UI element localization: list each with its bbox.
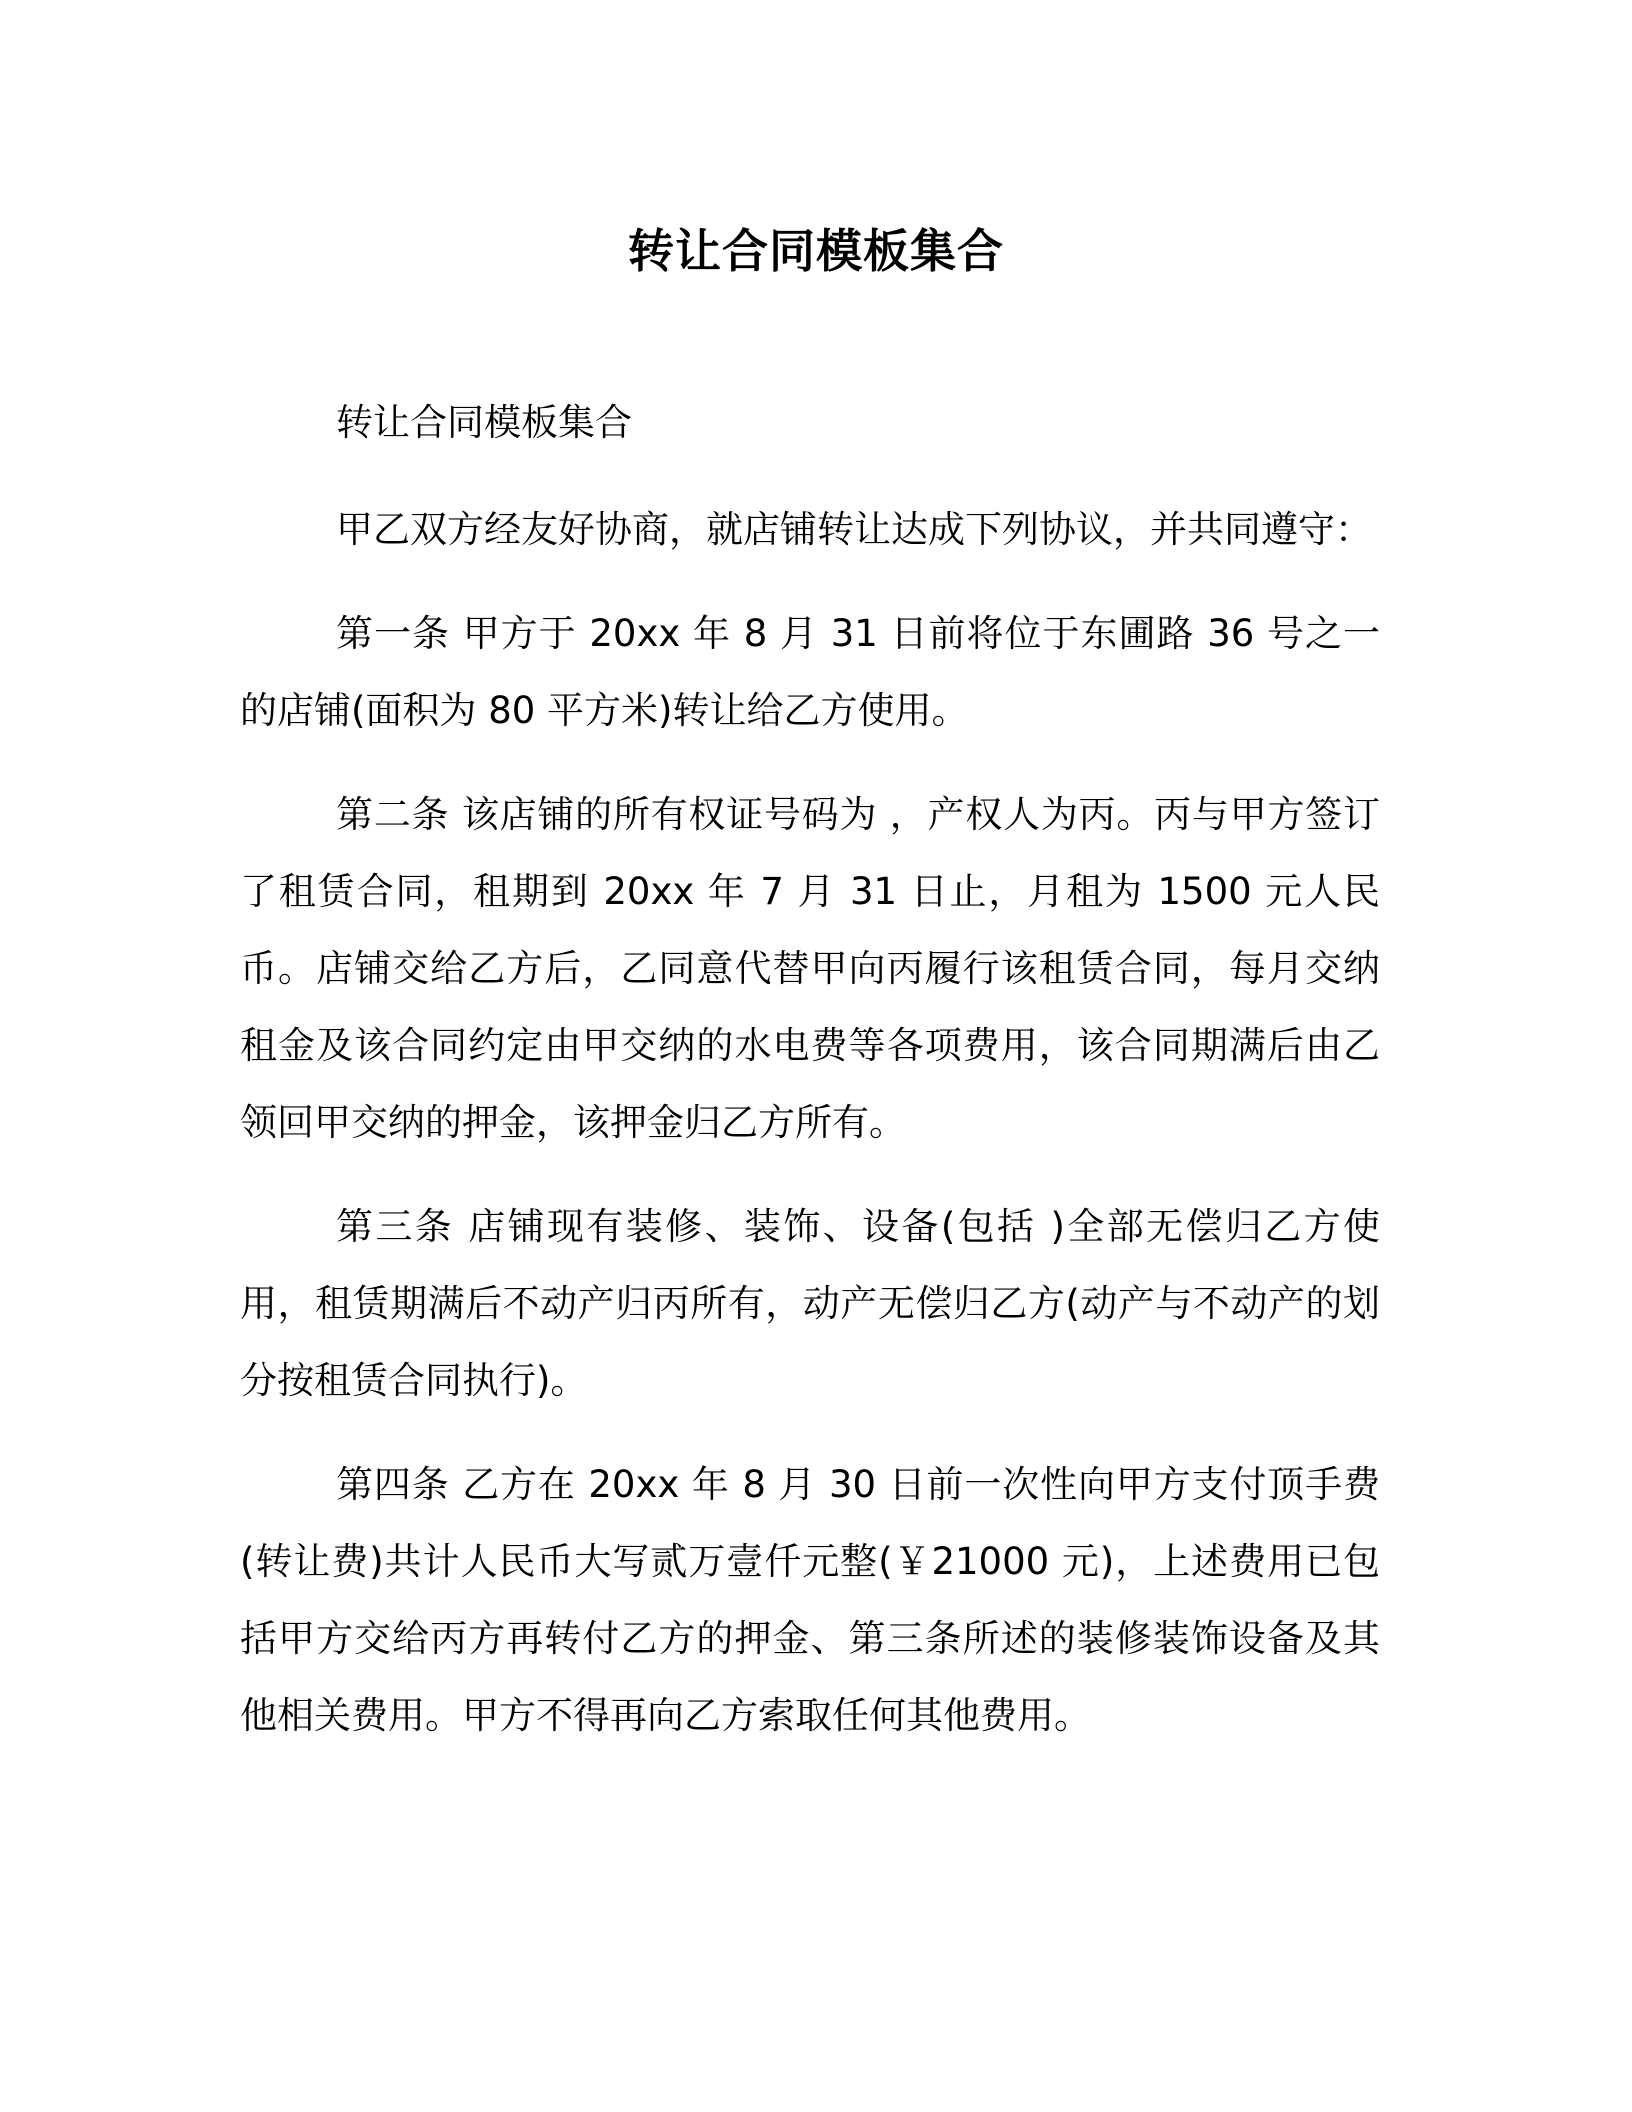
paragraph-article-4: 第四条 乙方在 20xx 年 8 月 30 日前一次性向甲方支付顶手费(转让费)共计人民币大写贰万壹仟元整(￥21000 元)，上述费用已包括甲方交给丙方再转付乙方的押金、第三条所述的装修装饰设备及其他相关费用。甲方不得再向乙方索取任何其他费用。 xyxy=(240,1463,1380,1737)
document-title: 转让合同模板集合 xyxy=(628,224,1004,278)
paragraph-article-3: 第三条 店铺现有装修、装饰、设备(包括 )全部无偿归乙方使用，租赁期满后不动产归丙所有，动产无偿归乙方(动产与不动产的划分按租赁合同执行)。 xyxy=(240,1205,1380,1402)
paragraph-intro: 甲乙双方经友好协商，就店铺转让达成下列协议，并共同遵守： xyxy=(336,508,1372,551)
paragraph-article-1: 第一条 甲方于 20xx 年 8 月 31 日前将位于东圃路 36 号之一的店铺(面积为 80 平方米)转让给乙方使用。 xyxy=(240,612,1380,732)
paragraph-article-2: 第二条 该店铺的所有权证号码为 ，产权人为丙。丙与甲方签订了租赁合同，租期到 20xx 年 7 月 31 日止，月租为 1500 元人民币。店铺交给乙方后，乙同意代替甲向丙履行该租赁合同，每月交纳租金及该合同约定由甲交纳的水电费等各项费用，该合同期满后由乙领回甲交纳的押金，该押金归乙方所有。 xyxy=(240,793,1380,1144)
document-subtitle: 转让合同模板集合 xyxy=(336,401,632,444)
